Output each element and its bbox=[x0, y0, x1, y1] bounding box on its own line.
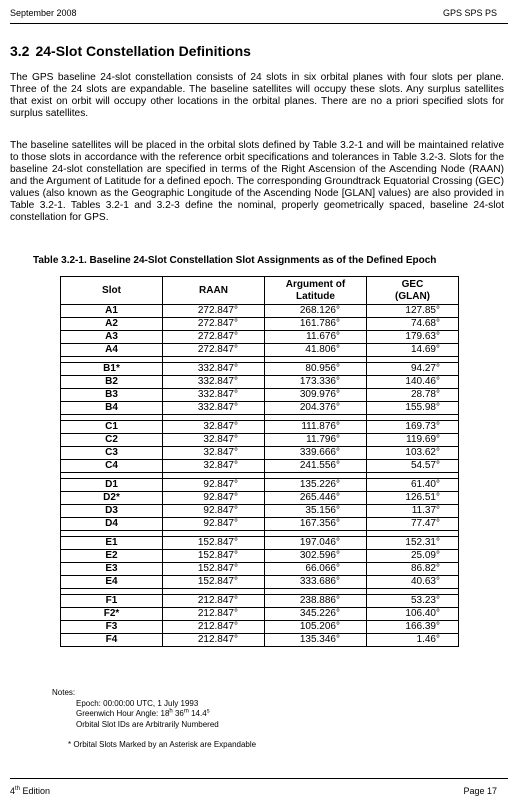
note-epoch: Epoch: 00:00:00 UTC, 1 July 1993 bbox=[76, 698, 199, 708]
slot-cell: B1* bbox=[61, 363, 163, 376]
slot-assignment-table bbox=[60, 276, 459, 647]
gec-cell: 127.85° bbox=[367, 305, 459, 318]
argument-of-latitude-cell: 204.376° bbox=[265, 402, 367, 415]
gec-cell: 40.63° bbox=[367, 576, 459, 589]
header-slot: Slot bbox=[61, 277, 163, 305]
gec-cell: 155.98° bbox=[367, 402, 459, 415]
argument-of-latitude-cell: 309.976° bbox=[265, 389, 367, 402]
table-row bbox=[61, 318, 459, 331]
slot-cell: C2 bbox=[61, 434, 163, 447]
raan-cell: 152.847° bbox=[163, 550, 265, 563]
header-gec-line2: (GLAN) bbox=[395, 290, 430, 302]
raan-cell: 32.847° bbox=[163, 447, 265, 460]
argument-of-latitude-cell: 35.156° bbox=[265, 505, 367, 518]
argument-of-latitude-cell: 11.676° bbox=[265, 331, 367, 344]
argument-of-latitude-cell: 302.596° bbox=[265, 550, 367, 563]
slot-cell: A2 bbox=[61, 318, 163, 331]
slot-cell: B4 bbox=[61, 402, 163, 415]
gec-cell: 94.27° bbox=[367, 363, 459, 376]
raan-cell: 92.847° bbox=[163, 492, 265, 505]
table-row bbox=[61, 505, 459, 518]
raan-cell: 272.847° bbox=[163, 344, 265, 357]
gec-cell: 77.47° bbox=[367, 518, 459, 531]
gha-mid: 36 bbox=[172, 709, 184, 718]
table-row bbox=[61, 305, 459, 318]
gec-cell: 169.73° bbox=[367, 421, 459, 434]
table-row bbox=[61, 460, 459, 473]
raan-cell: 272.847° bbox=[163, 331, 265, 344]
argument-of-latitude-cell: 167.356° bbox=[265, 518, 367, 531]
gec-cell: 103.62° bbox=[367, 447, 459, 460]
raan-cell: 152.847° bbox=[163, 563, 265, 576]
gec-cell: 28.78° bbox=[367, 389, 459, 402]
gha-tail: 14.4 bbox=[188, 709, 207, 718]
gec-cell: 14.69° bbox=[367, 344, 459, 357]
raan-cell: 32.847° bbox=[163, 421, 265, 434]
argument-of-latitude-cell: 345.226° bbox=[265, 608, 367, 621]
argument-of-latitude-cell: 197.046° bbox=[265, 537, 367, 550]
raan-cell: 152.847° bbox=[163, 537, 265, 550]
slot-cell: A4 bbox=[61, 344, 163, 357]
table-row bbox=[61, 492, 459, 505]
gec-cell: 106.40° bbox=[367, 608, 459, 621]
slot-cell: E4 bbox=[61, 576, 163, 589]
table-row bbox=[61, 421, 459, 434]
gha-m-sup: m bbox=[183, 708, 189, 715]
gec-cell: 61.40° bbox=[367, 479, 459, 492]
slot-cell: A3 bbox=[61, 331, 163, 344]
slot-cell: C1 bbox=[61, 421, 163, 434]
table-row bbox=[61, 518, 459, 531]
argument-of-latitude-cell: 161.786° bbox=[265, 318, 367, 331]
slot-cell: F2* bbox=[61, 608, 163, 621]
gha-s-sup: s bbox=[206, 708, 210, 715]
raan-cell: 32.847° bbox=[163, 434, 265, 447]
gec-cell: 119.69° bbox=[367, 434, 459, 447]
argument-of-latitude-cell: 238.886° bbox=[265, 595, 367, 608]
slot-cell: D4 bbox=[61, 518, 163, 531]
raan-cell: 272.847° bbox=[163, 305, 265, 318]
note-asterisk: * Orbital Slots Marked by an Asterisk are Expandable bbox=[68, 740, 257, 749]
footer-edition bbox=[10, 786, 50, 796]
table-row bbox=[61, 479, 459, 492]
slot-cell: E2 bbox=[61, 550, 163, 563]
table-row bbox=[61, 376, 459, 389]
argument-of-latitude-cell: 333.686° bbox=[265, 576, 367, 589]
table-row bbox=[61, 634, 459, 647]
raan-cell: 332.847° bbox=[163, 389, 265, 402]
table-row bbox=[61, 344, 459, 357]
header-rule bbox=[10, 23, 508, 24]
argument-of-latitude-cell: 173.336° bbox=[265, 376, 367, 389]
footer-rule bbox=[10, 778, 508, 779]
raan-cell: 332.847° bbox=[163, 402, 265, 415]
slot-cell: D2* bbox=[61, 492, 163, 505]
header-arg-line2: Latitude bbox=[296, 290, 335, 302]
slot-cell: A1 bbox=[61, 305, 163, 318]
gec-cell: 152.31° bbox=[367, 537, 459, 550]
argument-of-latitude-cell: 241.556° bbox=[265, 460, 367, 473]
section-title bbox=[10, 43, 251, 59]
gec-cell: 179.63° bbox=[367, 331, 459, 344]
table-row bbox=[61, 576, 459, 589]
argument-of-latitude-cell: 268.126° bbox=[265, 305, 367, 318]
gec-cell: 53.23° bbox=[367, 595, 459, 608]
header-gec-line1: GEC bbox=[401, 278, 424, 290]
argument-of-latitude-cell: 265.446° bbox=[265, 492, 367, 505]
raan-cell: 212.847° bbox=[163, 608, 265, 621]
table-row bbox=[61, 550, 459, 563]
header-doc-id: GPS SPS PS bbox=[442, 8, 497, 18]
note-slot-ids: Orbital Slot IDs are Arbitrarily Numbered bbox=[76, 719, 219, 729]
gec-cell: 166.39° bbox=[367, 621, 459, 634]
raan-cell: 92.847° bbox=[163, 505, 265, 518]
argument-of-latitude-cell: 135.346° bbox=[265, 634, 367, 647]
paragraph-1: The GPS baseline 24-slot constellation consists of 24 slots in six orbital planes with four slots per plane. Three of the 24 slots are expandable. The baseline satellites will occupy these slots. Any surplus satellites that exist on orbit will occupy other locations in the orbital planes. There are no a priori specified slots for surplus satellites. bbox=[10, 72, 504, 119]
note-greenwich-hour-angle bbox=[76, 709, 219, 720]
raan-cell: 332.847° bbox=[163, 363, 265, 376]
table-row bbox=[61, 402, 459, 415]
table-row bbox=[61, 434, 459, 447]
raan-cell: 152.847° bbox=[163, 576, 265, 589]
gec-cell: 86.82° bbox=[367, 563, 459, 576]
table-row bbox=[61, 563, 459, 576]
gec-cell: 11.37° bbox=[367, 505, 459, 518]
table-row bbox=[61, 389, 459, 402]
gec-cell: 1.46° bbox=[367, 634, 459, 647]
edition-word: Edition bbox=[20, 786, 51, 796]
header-arg-line1: Argument of bbox=[285, 278, 346, 290]
raan-cell: 272.847° bbox=[163, 318, 265, 331]
slot-cell: F4 bbox=[61, 634, 163, 647]
paragraph-2: The baseline satellites will be placed in the orbital slots defined by Table 3.2-1 and will be maintained relative to those slots in accordance with the reference orbit specifications and tolerances in Table 3.2-3. Slots for the baseline 24-slot constellation are specified in terms of the Right Ascension of the Ascending Node (RAAN) and the Argument of Latitude for a defined epoch. The corresponding Groundtrack Equatorial Crossing (GEC) values (also known as the Geographic Longitude of the Ascending Node [GLAN] values) are also provided in Table 3.2-1. Tables 3.2-1 and 3.2-3 define the nominal, properly geometrically spaced, baseline 24-slot constellation for GPS. bbox=[10, 140, 504, 223]
raan-cell: 92.847° bbox=[163, 479, 265, 492]
header-argument-of-latitude bbox=[265, 277, 367, 305]
table-row bbox=[61, 608, 459, 621]
slot-cell: D1 bbox=[61, 479, 163, 492]
notes bbox=[52, 688, 219, 730]
argument-of-latitude-cell: 41.806° bbox=[265, 344, 367, 357]
header-raan: RAAN bbox=[163, 277, 265, 305]
gec-cell: 126.51° bbox=[367, 492, 459, 505]
slot-cell: D3 bbox=[61, 505, 163, 518]
argument-of-latitude-cell: 135.226° bbox=[265, 479, 367, 492]
table-body bbox=[61, 305, 459, 647]
gec-cell: 74.68° bbox=[367, 318, 459, 331]
header-date: September 2008 bbox=[10, 8, 77, 18]
table-caption: Table 3.2-1. Baseline 24-Slot Constellation Slot Assignments as of the Defined Epoch bbox=[33, 255, 437, 266]
argument-of-latitude-cell: 111.876° bbox=[265, 421, 367, 434]
raan-cell: 92.847° bbox=[163, 518, 265, 531]
header-gec bbox=[367, 277, 459, 305]
notes-heading: Notes: bbox=[52, 688, 76, 697]
argument-of-latitude-cell: 11.796° bbox=[265, 434, 367, 447]
edition-sup: th bbox=[15, 786, 21, 792]
table-row bbox=[61, 447, 459, 460]
slot-cell: B2 bbox=[61, 376, 163, 389]
table-row bbox=[61, 621, 459, 634]
argument-of-latitude-cell: 105.206° bbox=[265, 621, 367, 634]
raan-cell: 212.847° bbox=[163, 595, 265, 608]
table-header-row bbox=[61, 277, 459, 305]
gec-cell: 54.57° bbox=[367, 460, 459, 473]
argument-of-latitude-cell: 80.956° bbox=[265, 363, 367, 376]
slot-cell: C4 bbox=[61, 460, 163, 473]
gec-cell: 140.46° bbox=[367, 376, 459, 389]
slot-cell: E1 bbox=[61, 537, 163, 550]
table-row bbox=[61, 331, 459, 344]
slot-cell: F3 bbox=[61, 621, 163, 634]
edition-number: 4 bbox=[10, 786, 16, 796]
gha-label: Greenwich Hour Angle: 18 bbox=[76, 709, 170, 718]
section-number: 3.2 bbox=[10, 43, 30, 59]
slot-cell: C3 bbox=[61, 447, 163, 460]
raan-cell: 32.847° bbox=[163, 460, 265, 473]
slot-cell: E3 bbox=[61, 563, 163, 576]
gha-h-sup: h bbox=[169, 708, 173, 715]
slot-cell: F1 bbox=[61, 595, 163, 608]
section-title-text: 24-Slot Constellation Definitions bbox=[35, 43, 251, 59]
gec-cell: 25.09° bbox=[367, 550, 459, 563]
footer-page-number: Page 17 bbox=[463, 786, 497, 796]
argument-of-latitude-cell: 339.666° bbox=[265, 447, 367, 460]
slot-cell: B3 bbox=[61, 389, 163, 402]
table-row bbox=[61, 595, 459, 608]
raan-cell: 212.847° bbox=[163, 634, 265, 647]
raan-cell: 332.847° bbox=[163, 376, 265, 389]
raan-cell: 212.847° bbox=[163, 621, 265, 634]
argument-of-latitude-cell: 66.066° bbox=[265, 563, 367, 576]
table-row bbox=[61, 537, 459, 550]
table-row bbox=[61, 363, 459, 376]
